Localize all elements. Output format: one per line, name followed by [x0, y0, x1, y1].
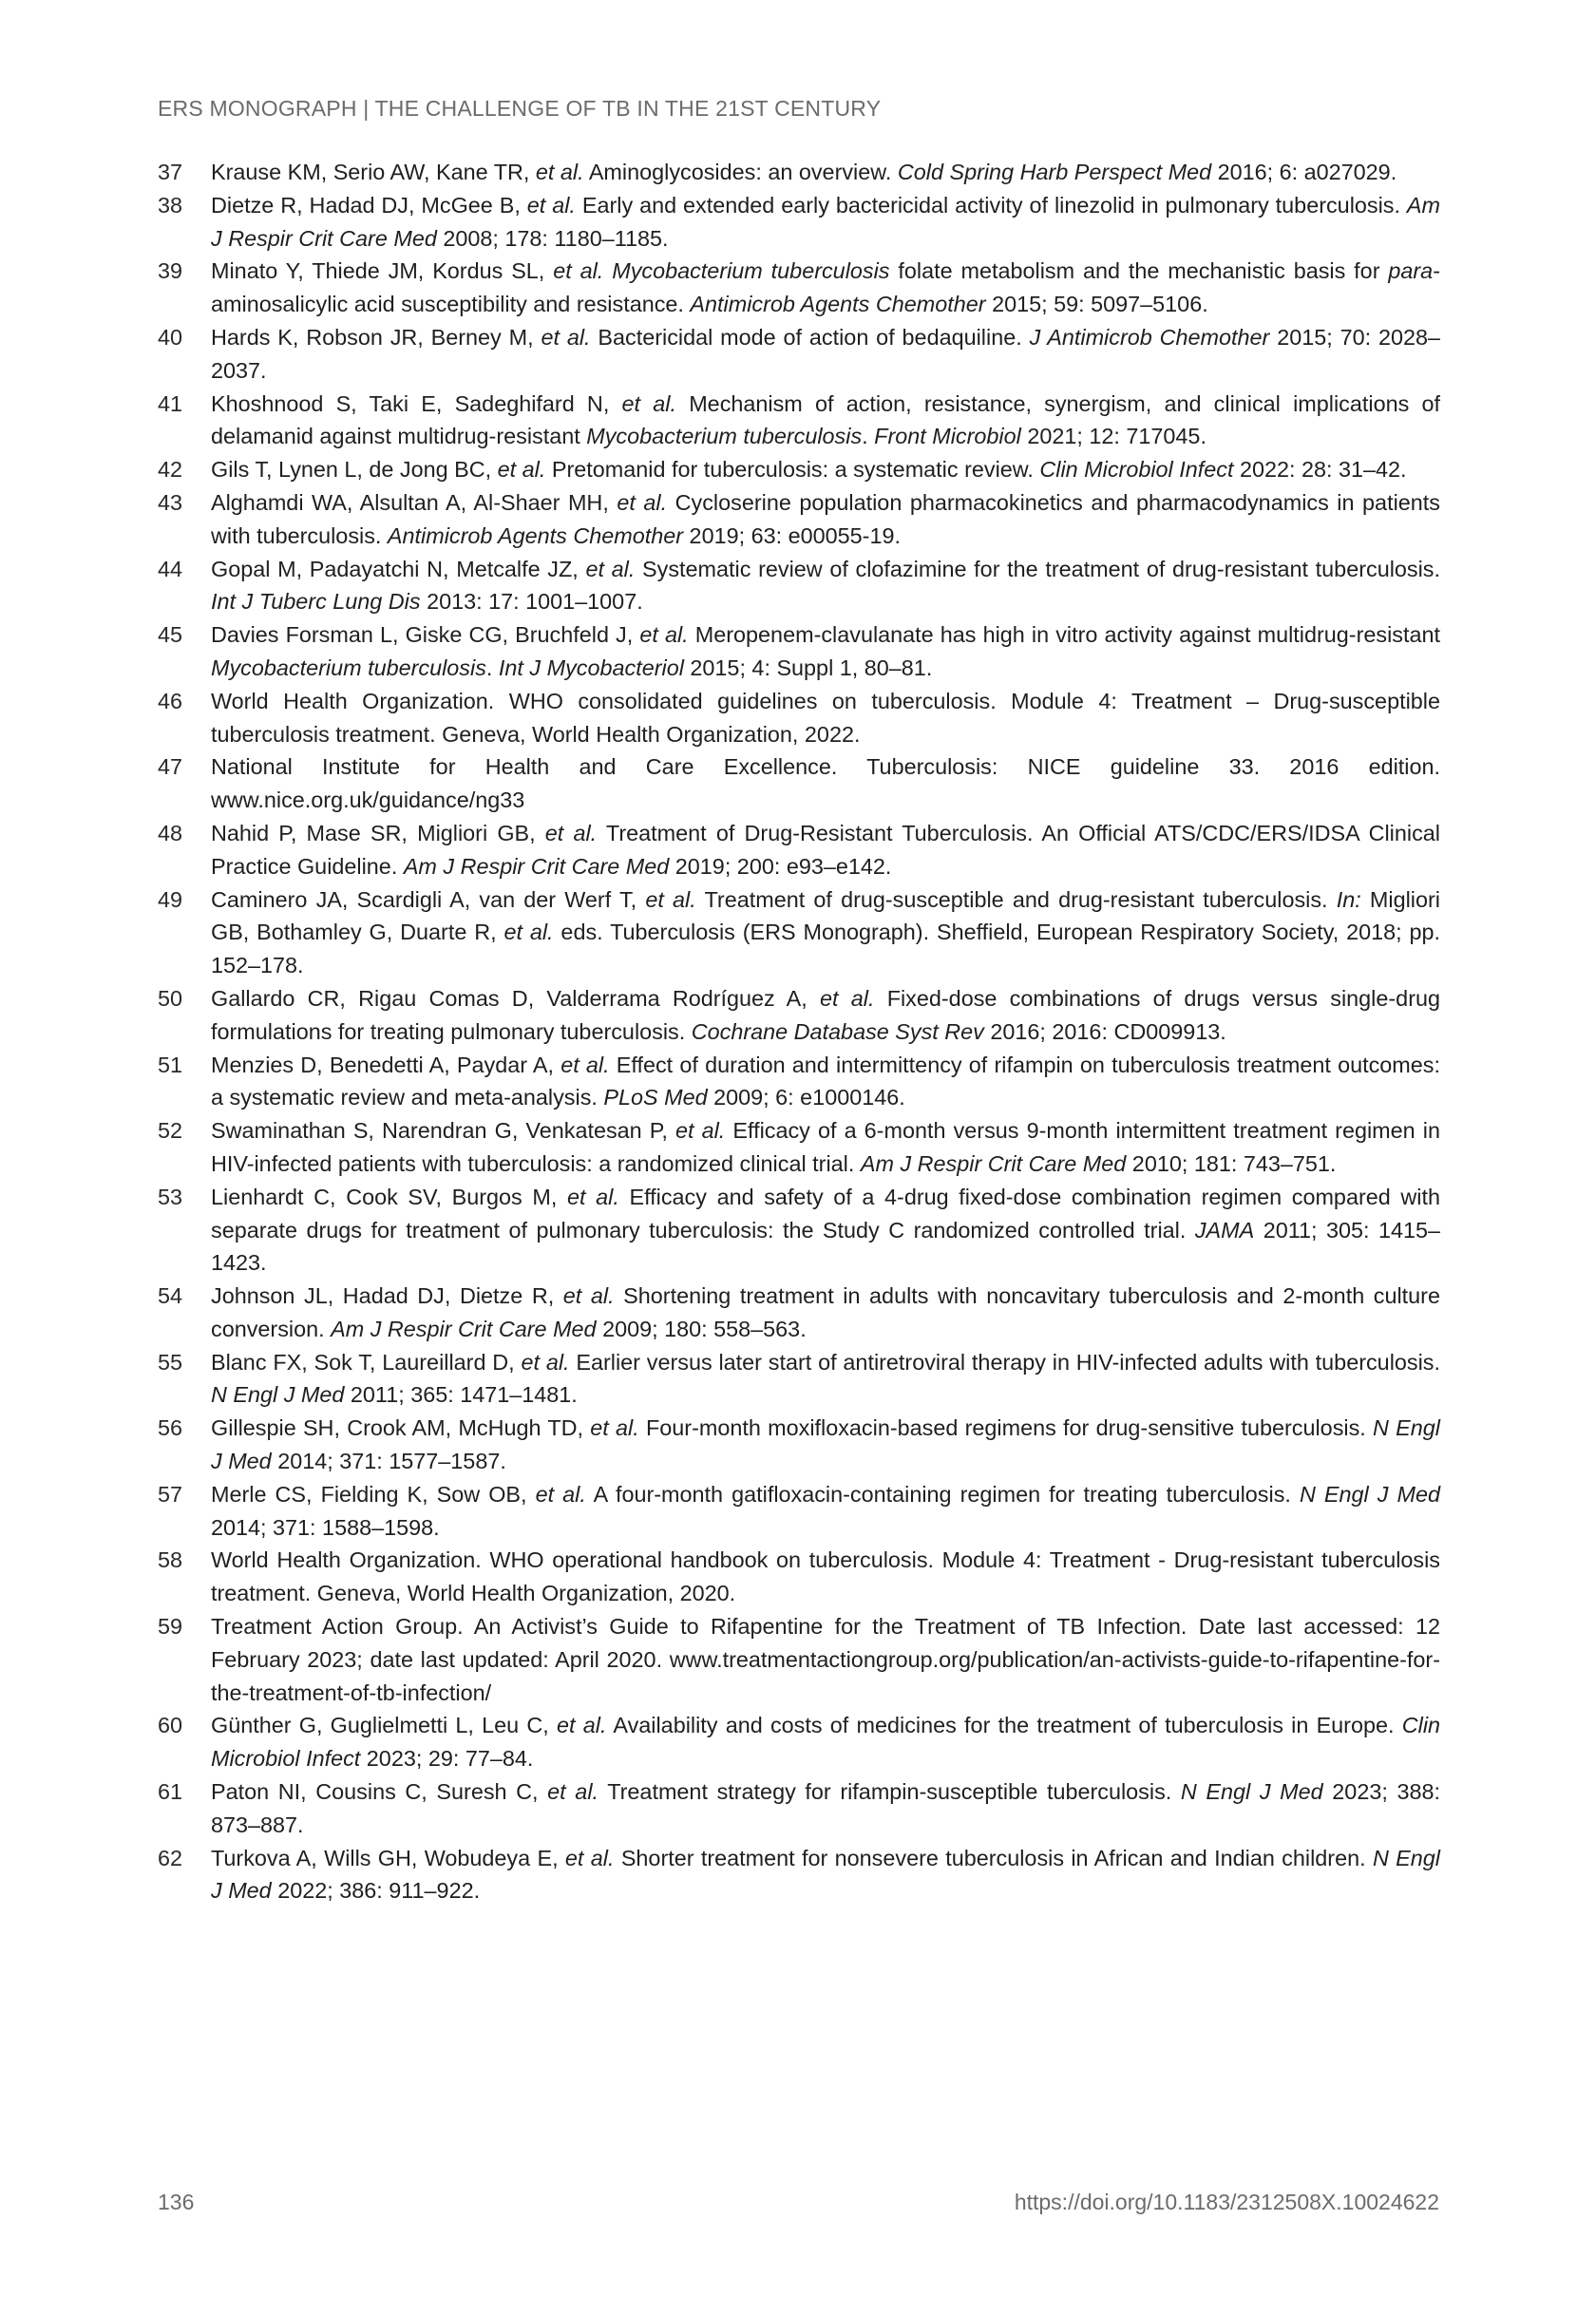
reference-segment: Alghamdi WA, Alsultan A, Al-Shaer MH,	[211, 489, 618, 515]
reference-segment: Gallardo CR, Rigau Comas D, Valderrama Rodríguez A,	[211, 985, 821, 1011]
reference-segment: 2009; 180: 558–563.	[596, 1316, 807, 1341]
reference-italic-segment: et al.	[674, 1118, 726, 1144]
reference-number: 62	[158, 1845, 183, 1870]
reference-italic-segment: et al.	[590, 1415, 639, 1441]
reference-segment: Treatment of drug-susceptible and drug-resistant tuberculosis.	[695, 886, 1337, 912]
reference-number: 56	[158, 1415, 183, 1441]
reference-italic-segment: N Engl J Med	[211, 1382, 345, 1408]
reference-number: 39	[158, 258, 183, 284]
reference-italic-segment: Mycobacterium tuberculosis	[612, 258, 890, 284]
reference-number: 42	[158, 457, 183, 483]
reference-segment: Gils T, Lynen L, de Jong BC,	[211, 457, 498, 483]
reference-italic-segment: et al.	[557, 1713, 607, 1738]
reference-item	[158, 685, 1440, 751]
reference-italic-segment: et al.	[566, 1184, 619, 1209]
reference-text	[211, 685, 1440, 751]
reference-segment: 2014; 371: 1577–1587.	[271, 1449, 506, 1474]
reference-segment	[603, 258, 612, 283]
reference-italic-segment: Front Microbiol	[874, 424, 1021, 449]
reference-segment: 2009; 6: e1000146.	[707, 1085, 905, 1110]
reference-italic-segment: Clin Microbiol Infect	[1039, 457, 1234, 483]
reference-segment: 2011; 305: 1415–1423.	[211, 1217, 1440, 1276]
reference-segment: Migliori GB, Bothamley G, Duarte R,	[211, 886, 1441, 945]
reference-italic-segment: et al.	[535, 1481, 586, 1507]
reference-segment: Merle CS, Fielding K, Sow OB,	[211, 1481, 536, 1507]
reference-text	[211, 1114, 1440, 1181]
reference-text	[211, 156, 1440, 189]
reference-segment: 2013: 17: 1001–1007.	[420, 589, 643, 615]
reference-italic-segment: et al.	[621, 390, 676, 416]
reference-text	[211, 1709, 1440, 1775]
reference-item	[158, 982, 1440, 1049]
reference-segment: Shorter treatment for nonsevere tuberculosis in African and Indian children.	[614, 1845, 1373, 1870]
reference-segment: Davies Forsman L, Giske CG, Bruchfeld J,	[211, 622, 640, 648]
reference-number: 48	[158, 820, 183, 845]
page-number: 136	[158, 2190, 195, 2214]
reference-item	[158, 321, 1440, 388]
reference-segment: 2022; 386: 911–922.	[271, 1878, 481, 1904]
reference-italic-segment: J Antimicrob Chemother	[1029, 324, 1270, 350]
reference-text	[211, 1181, 1440, 1280]
reference-segment: World Health Organization. WHO consolidated guidelines on tuberculosis. Module 4: Treatment – Drug-susceptible tuberculosis treatment. Geneva, World Health Organization, 2022.	[211, 688, 1440, 747]
reference-italic-segment: et al.	[560, 1052, 610, 1077]
reference-segment: eds. Tuberculosis (ERS Monograph). Sheffield, European Respiratory Society, 2018; pp. 152–178.	[211, 920, 1440, 978]
reference-text	[211, 618, 1440, 685]
reference-item	[158, 553, 1440, 619]
reference-item	[158, 388, 1440, 454]
reference-italic-segment: et al.	[547, 1779, 599, 1805]
reference-number: 60	[158, 1713, 183, 1738]
reference-text	[211, 1775, 1440, 1842]
reference-number: 44	[158, 556, 183, 581]
reference-number: 45	[158, 622, 183, 648]
reference-segment: Systematic review of clofazimine for the treatment of drug-resistant tuberculosis.	[635, 556, 1440, 581]
reference-number: 53	[158, 1184, 183, 1209]
reference-number: 61	[158, 1779, 183, 1805]
reference-italic-segment: Int J Tuberc Lung Dis	[211, 589, 421, 615]
reference-italic-segment: et al.	[544, 820, 598, 845]
reference-text	[211, 255, 1440, 321]
reference-italic-segment: et al.	[497, 457, 546, 483]
running-header: ERS MONOGRAPH | THE CHALLENGE OF TB IN THE 21ST CENTURY	[158, 96, 882, 121]
reference-segment: Lienhardt C, Cook SV, Burgos M,	[211, 1184, 567, 1209]
reference-italic-segment: N Engl J Med	[211, 1415, 1440, 1474]
reference-text	[211, 189, 1440, 256]
reference-italic-segment: et al.	[553, 258, 604, 284]
reference-item	[158, 618, 1440, 685]
reference-segment: 2011; 365: 1471–1481.	[344, 1382, 578, 1408]
reference-text	[211, 1412, 1440, 1478]
reference-italic-segment: et al.	[645, 886, 696, 912]
reference-list	[158, 156, 1440, 1907]
reference-segment: Treatment strategy for rifampin-susceptible tuberculosis.	[598, 1779, 1181, 1805]
reference-segment: Krause KM, Serio AW, Kane TR,	[211, 160, 536, 184]
reference-text	[211, 1346, 1440, 1413]
reference-item	[158, 255, 1440, 321]
reference-item	[158, 156, 1440, 189]
reference-italic-segment: Int J Mycobacteriol	[498, 655, 684, 680]
reference-segment: Hards K, Robson JR, Berney M,	[211, 324, 542, 350]
reference-segment: 2021; 12: 717045.	[1020, 424, 1206, 449]
reference-number: 47	[158, 754, 183, 780]
reference-item	[158, 453, 1440, 486]
reference-segment: Swaminathan S, Narendran G, Venkatesan P,	[211, 1118, 675, 1144]
reference-segment: 2010; 181: 743–751.	[1126, 1150, 1337, 1176]
reference-segment: Treatment Action Group. An Activist’s Guide to Rifapentine for the Treatment of TB Infection. Date last accessed: 12 February 2023; date last updated: April 2020. www.treatmentactiongroup.org/publication/an-activists-guide-to-rifapentine-for-the-treatment-of-tb-infection/	[211, 1614, 1440, 1705]
reference-number: 50	[158, 985, 183, 1011]
reference-segment: Menzies D, Benedetti A, Paydar A,	[211, 1052, 561, 1077]
reference-segment: Shortening treatment in adults with noncavitary tuberculosis and 2-month culture conversion.	[211, 1283, 1440, 1341]
reference-italic-segment: JAMA	[1194, 1217, 1255, 1243]
reference-item	[158, 1709, 1440, 1775]
reference-segment: 2015; 4: Suppl 1, 80–81.	[683, 655, 933, 680]
doi-link[interactable]: https://doi.org/10.1183/2312508X.10024622	[1014, 2190, 1439, 2214]
reference-text	[211, 486, 1440, 553]
reference-number: 49	[158, 886, 183, 912]
reference-number: 46	[158, 688, 183, 713]
reference-italic-segment: et al.	[585, 556, 636, 581]
reference-text	[211, 817, 1440, 883]
reference-segment: Gopal M, Padayatchi N, Metcalfe JZ,	[211, 556, 586, 581]
reference-number: 58	[158, 1547, 183, 1573]
reference-text	[211, 453, 1440, 486]
reference-segment: Treatment of Drug-Resistant Tuberculosis. An Official ATS/CDC/ERS/IDSA Clinical Practice Guideline.	[211, 820, 1440, 879]
reference-text	[211, 321, 1440, 388]
reference-number: 59	[158, 1614, 183, 1640]
reference-text	[211, 1478, 1440, 1545]
reference-segment: Aminoglycosides: an overview.	[583, 160, 898, 184]
reference-segment: Dietze R, Hadad DJ, McGee B,	[211, 192, 527, 218]
reference-italic-segment: N Engl J Med	[1299, 1481, 1440, 1507]
reference-segment: 2019; 200: e93–e142.	[669, 853, 892, 879]
reference-text	[211, 750, 1440, 817]
reference-item	[158, 1478, 1440, 1545]
reference-segment: Cycloserine population pharmacokinetics and pharmacodynamics in patients with tuberculosis.	[211, 489, 1440, 548]
reference-number: 37	[158, 160, 183, 184]
reference-segment: Four-month moxifloxacin-based regimens for drug-sensitive tuberculosis.	[638, 1415, 1374, 1441]
reference-segment: 2023; 29: 77–84.	[360, 1746, 534, 1772]
reference-italic-segment: et al.	[504, 920, 554, 945]
reference-item	[158, 486, 1440, 553]
reference-segment: Turkova A, Wills GH, Wobudeya E,	[211, 1845, 565, 1870]
reference-italic-segment: Mycobacterium tuberculosis	[586, 424, 863, 449]
reference-item	[158, 1181, 1440, 1280]
reference-italic-segment: et al.	[639, 622, 689, 648]
reference-text	[211, 883, 1440, 982]
reference-segment: 2008; 178: 1180–1185.	[436, 225, 669, 251]
reference-italic-segment: et al.	[535, 160, 584, 184]
reference-italic-segment: Antimicrob Agents Chemother	[387, 522, 684, 548]
reference-segment: 2016; 2016: CD009913.	[983, 1018, 1226, 1044]
reference-segment: 2023; 388: 873–887.	[211, 1779, 1440, 1837]
reference-italic-segment: N Engl J Med	[1180, 1779, 1323, 1805]
reference-italic-segment: et al.	[521, 1349, 570, 1375]
reference-italic-segment: Am J Respir Crit Care Med	[211, 192, 1441, 251]
reference-text	[211, 1280, 1440, 1346]
reference-text	[211, 982, 1440, 1049]
reference-segment: Blanc FX, Sok T, Laureillard D,	[211, 1349, 522, 1375]
reference-segment: Günther G, Guglielmetti L, Leu C,	[211, 1713, 558, 1738]
reference-segment: Early and extended early bactericidal activity of linezolid in pulmonary tuberculosis.	[575, 192, 1407, 218]
reference-item	[158, 817, 1440, 883]
reference-segment: World Health Organization. WHO operational handbook on tuberculosis. Module 4: Treatment - Drug-resistant tuberculosis treatment. Geneva, World Health Organization, 2020.	[211, 1547, 1440, 1606]
reference-number: 40	[158, 324, 183, 350]
reference-number: 52	[158, 1118, 183, 1144]
reference-italic-segment: In:	[1336, 886, 1361, 912]
reference-italic-segment: et al.	[617, 489, 668, 515]
reference-segment: Minato Y, Thiede JM, Kordus SL,	[211, 258, 554, 284]
reference-segment: Fixed-dose combinations of drugs versus single-drug formulations for treating pulmonary tuberculosis.	[211, 985, 1440, 1044]
reference-segment: Caminero JA, Scardigli A, van der Werf T,	[211, 886, 646, 912]
reference-segment: -aminosalicylic acid susceptibility and resistance.	[211, 258, 1440, 317]
reference-segment: .	[485, 655, 499, 680]
reference-segment: Efficacy and safety of a 4-drug fixed-dose combination regimen compared with separate drugs for treatment of pulmonary tuberculosis: the Study C randomized controlled trial.	[211, 1184, 1440, 1243]
reference-italic-segment: Am J Respir Crit Care Med	[403, 853, 670, 879]
reference-item	[158, 1114, 1440, 1181]
reference-italic-segment: et al.	[541, 324, 591, 350]
reference-text	[211, 1610, 1440, 1709]
reference-italic-segment: et al.	[564, 1845, 615, 1870]
reference-segment: Nahid P, Mase SR, Migliori GB,	[211, 820, 545, 845]
reference-segment: Pretomanid for tuberculosis: a systematic review.	[545, 457, 1040, 483]
reference-number: 55	[158, 1349, 183, 1375]
reference-segment: 2022: 28: 31–42.	[1233, 457, 1407, 483]
reference-number: 41	[158, 390, 183, 416]
reference-segment: A four-month gatifloxacin-containing regimen for treating tuberculosis.	[585, 1481, 1300, 1507]
reference-italic-segment: et al.	[820, 985, 875, 1011]
reference-italic-segment: Antimicrob Agents Chemother	[690, 292, 986, 317]
reference-segment: Meropenem-clavulanate has high in vitro activity against multidrug-resistant	[688, 622, 1440, 648]
reference-text	[211, 388, 1440, 454]
reference-text	[211, 1049, 1440, 1115]
reference-text	[211, 1842, 1440, 1908]
reference-italic-segment: Cochrane Database Syst Rev	[691, 1018, 984, 1044]
reference-segment: Effect of duration and intermittency of rifampin on tuberculosis treatment outcomes: a systematic review and meta-analysis.	[211, 1052, 1440, 1110]
reference-segment: 2019; 63: e00055-19.	[683, 522, 901, 548]
reference-item	[158, 1544, 1440, 1610]
reference-segment: 2016; 6: a027029.	[1211, 160, 1397, 184]
reference-italic-segment: et al.	[526, 192, 576, 218]
reference-italic-segment: para	[1388, 258, 1434, 284]
reference-number: 54	[158, 1283, 183, 1309]
reference-item	[158, 1842, 1440, 1908]
reference-segment: Earlier versus later start of antiretroviral therapy in HIV-infected adults with tuberculosis.	[569, 1349, 1440, 1375]
reference-italic-segment: et al.	[562, 1283, 615, 1309]
reference-italic-segment: PLoS Med	[603, 1085, 708, 1110]
reference-item	[158, 1610, 1440, 1709]
reference-italic-segment: Clin Microbiol Infect	[211, 1713, 1441, 1772]
reference-item	[158, 750, 1440, 817]
reference-number: 38	[158, 192, 183, 218]
reference-segment: folate metabolism and the mechanistic basis for	[889, 258, 1389, 284]
reference-number: 57	[158, 1481, 183, 1507]
reference-segment: Availability and costs of medicines for the treatment of tuberculosis in Europe.	[606, 1713, 1402, 1738]
reference-segment: 2014; 371: 1588–1598.	[211, 1514, 440, 1540]
reference-item	[158, 1280, 1440, 1346]
reference-number: 51	[158, 1052, 183, 1077]
reference-segment: Bactericidal mode of action of bedaquiline.	[590, 324, 1030, 350]
reference-segment: Gillespie SH, Crook AM, McHugh TD,	[211, 1415, 591, 1441]
reference-item	[158, 1049, 1440, 1115]
reference-item	[158, 1412, 1440, 1478]
reference-item	[158, 1775, 1440, 1842]
reference-segment: .	[862, 424, 875, 449]
reference-italic-segment: Mycobacterium tuberculosis	[211, 655, 486, 680]
reference-item	[158, 883, 1440, 982]
reference-text	[211, 553, 1440, 619]
reference-italic-segment: N Engl J Med	[211, 1845, 1440, 1904]
reference-segment: Johnson JL, Hadad DJ, Dietze R,	[211, 1283, 563, 1309]
reference-segment: 2015; 70: 2028–2037.	[211, 324, 1441, 383]
reference-italic-segment: Am J Respir Crit Care Med	[860, 1150, 1127, 1176]
reference-text	[211, 1544, 1440, 1610]
reference-item	[158, 1346, 1440, 1413]
reference-segment: Paton NI, Cousins C, Suresh C,	[211, 1779, 548, 1805]
reference-segment: Khoshnood S, Taki E, Sadeghifard N,	[211, 390, 622, 416]
reference-segment: Mechanism of action, resistance, synergism, and clinical implications of delamanid against multidrug-resistant	[211, 390, 1441, 449]
reference-segment: National Institute for Health and Care Excellence. Tuberculosis: NICE guideline 33. 2016 edition. www.nice.org.uk/guidance/ng33	[211, 754, 1440, 813]
reference-segment: Efficacy of a 6-month versus 9-month intermittent treatment regimen in HIV-infected patients with tuberculosis: a randomized clinical trial.	[211, 1118, 1440, 1176]
reference-number: 43	[158, 489, 183, 515]
reference-italic-segment: Am J Respir Crit Care Med	[331, 1316, 597, 1341]
reference-segment: 2015; 59: 5097–5106.	[985, 292, 1208, 317]
reference-italic-segment: Cold Spring Harb Perspect Med	[897, 160, 1212, 184]
reference-item	[158, 189, 1440, 256]
